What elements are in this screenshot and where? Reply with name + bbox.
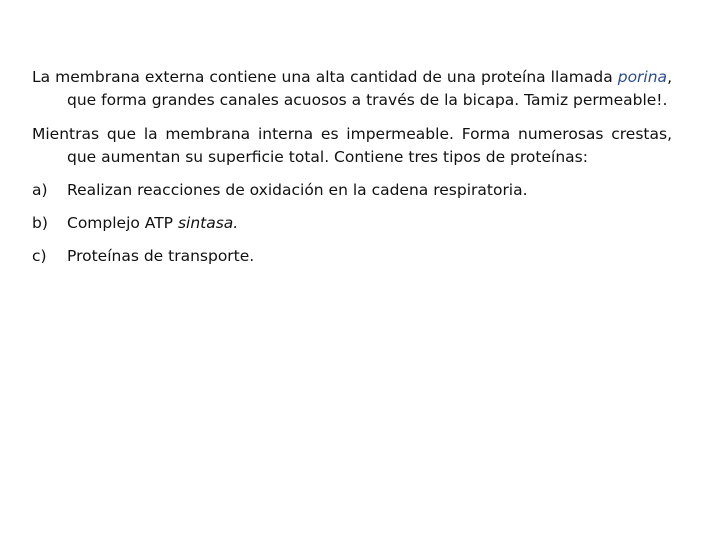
protein-type-list — [32, 179, 672, 268]
porina-term: porina — [617, 68, 668, 86]
list-item-text-b — [67, 212, 238, 235]
list-item-a-text: Realizan reacciones de oxidación en la cadena respiratoria. — [67, 181, 528, 199]
outer-membrane-text-before: La membrana externa contiene una alta cantidad de una proteína llamada — [32, 68, 618, 86]
list-item-text-a — [67, 179, 528, 202]
inner-membrane-paragraph: Mientras que la membrana interna es impermeable. Forma numerosas crestas, que aumentan su superficie total. Contiene tres tipos de proteínas: — [32, 125, 672, 166]
outer-membrane-paragraph — [32, 66, 672, 112]
list-item — [32, 179, 672, 202]
list-marker-b: b) — [32, 214, 48, 232]
list-item — [32, 245, 672, 268]
list-item-text-c — [67, 245, 254, 268]
list-item-b-text: Complejo ATP — [67, 214, 178, 232]
slide-content — [32, 66, 672, 278]
list-marker-c: c) — [32, 247, 47, 265]
sintasa-term: sintasa. — [177, 214, 239, 232]
list-item-c-text: Proteínas de transporte. — [67, 247, 255, 265]
outer-membrane-text-after: , que forma grandes canales acuosos a través de la bicapa. Tamiz permeable!. — [67, 68, 672, 109]
list-marker-a: a) — [32, 181, 48, 199]
list-item — [32, 212, 672, 235]
